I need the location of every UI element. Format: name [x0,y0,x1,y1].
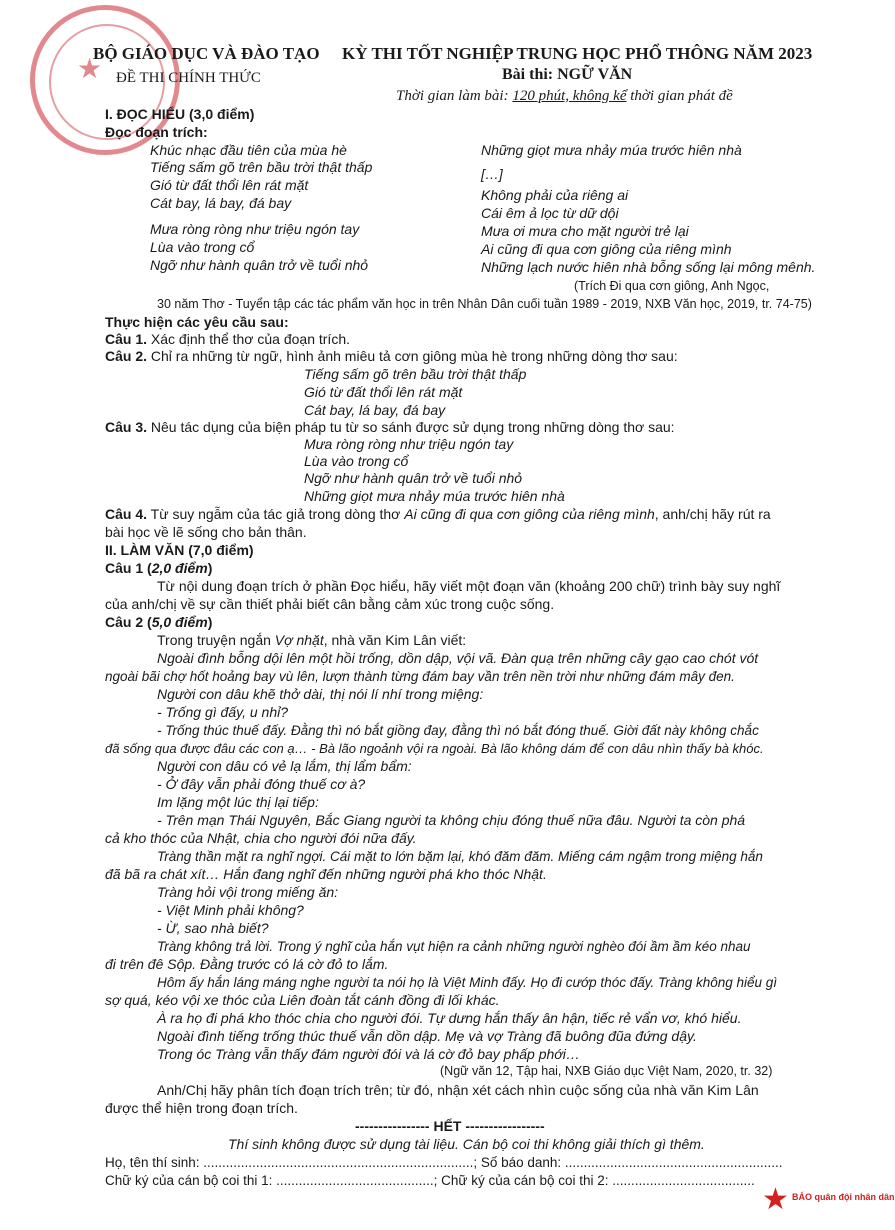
excerpt-line: À ra họ đi phá kho thóc chia cho người đói. Tự dưng hắn thấy ân hận, tiếc rẻ vẩn vơ, khó hiểu. [157,1010,742,1026]
read-label: Đọc đoạn trích: [105,124,208,140]
poem-right-5: Mưa ơi mưa cho mặt người trẻ lại [481,223,689,239]
task-line-2: được thể hiện trong đoạn trích. [105,1100,298,1116]
excerpt-line: - Ừ, sao nhà biết? [157,920,269,936]
q3-line-3: Ngỡ như hành quân trở về tuổi nhỏ [304,470,523,486]
end-mark: ---------------- HẾT ----------------- [355,1118,545,1134]
newspaper-logo [762,1182,895,1222]
c2-label: Câu 2 ( [105,614,152,630]
time-suffix: thời gian phát đề [630,88,733,104]
q2-line-1: Tiếng sấm gõ trên bầu trời thật thấp [304,366,527,382]
footer-note: Thí sinh không được sử dụng tài liệu. Cán bộ coi thi không giải thích gì thêm. [228,1136,705,1152]
excerpt-line: - Trống gì đấy, u nhỉ? [157,704,288,720]
q1-text: Xác định thể thơ của đoạn trích. [150,331,350,347]
c2-intro-a: Trong truyện ngắn [157,632,271,648]
c1-text-1: Từ nội dung đoạn trích ở phần Đọc hiểu, hãy viết một đoạn văn (khoảng 200 chữ) trình bày suy nghĩ [157,578,781,594]
excerpt-line: - Trống thúc thuế đấy. Đằng thì nó bắt giồng đay, đằng thì nó bắt đóng thuế. Giời đất này không chắc [157,723,759,738]
excerpt-source: (Ngữ văn 12, Tập hai, NXB Giáo dục Việt Nam, 2020, tr. 32) [440,1064,773,1078]
poem-left-6: Lùa vào trong cổ [150,239,255,255]
q3-line-2: Lùa vào trong cổ [304,453,409,469]
c1-label: Câu 1 ( [105,560,152,576]
excerpt-line: - Việt Minh phải không? [157,902,304,918]
c2-intro-b: , nhà văn Kim Lân viết: [323,632,467,648]
q3-line-1: Mưa ròng ròng như triệu ngón tay [304,436,514,452]
part1-heading: I. ĐỌC HIỂU (3,0 điểm) [105,106,255,122]
poem-left-2: Tiếng sấm gõ trên bầu trời thật thấp [150,159,373,175]
candidate-name-field: Họ, tên thí sinh: ........................................................................; Số báo danh: .......................................................... [105,1155,783,1170]
excerpt-line: Ngoài đình bỗng dội lên một hồi trống, dồn dập, vội vã. Đàn quạ trên những cây gạo cao chót vót [157,650,759,666]
c1-text-2: của anh/chị về sự cần thiết phải biết cân bằng cảm xúc trong cuộc sống. [105,596,555,612]
source-line-2: 30 năm Thơ - Tuyển tập các tác phẩm văn học in trên Nhân Dân cuối tuần 1989 - 2019, NXB Văn học, 2019, tr. 74-75) [157,297,812,311]
c1-close: ) [207,560,213,576]
exam-title: KỲ THI TỐT NGHIỆP TRUNG HỌC PHỔ THÔNG NĂM 2023 [342,44,813,63]
question-4 [105,506,771,523]
poem-left-7: Ngỡ như hành quân trở về tuổi nhỏ [150,257,369,273]
excerpt-line: Trong óc Tràng vẫn thấy đám người đói và lá cờ đỏ bay phấp phới… [157,1046,580,1062]
q2-line-3: Cát bay, lá bay, đá bay [304,402,446,418]
question-2 [105,348,678,365]
star-icon: ★ [762,1183,789,1216]
excerpt-line: Tràng hỏi vội trong miếng ăn: [157,884,339,900]
q3-label: Câu 3. [105,419,148,435]
task-heading: Thực hiện các yêu cầu sau: [105,314,289,330]
excerpt-line: đã bã ra chát xít… Hắn đang nghĩ đến những người phá kho thóc Nhật. [105,866,547,882]
subject-title: Bài thi: NGỮ VĂN [502,66,633,83]
poem-left-5: Mưa ròng ròng như triệu ngón tay [150,221,360,237]
time-value: 120 phút, không kể [512,88,627,104]
source-line-1: (Trích Đi qua cơn giông, Anh Ngọc, [574,279,770,293]
time-line [396,88,733,105]
official-label: ĐỀ THI CHÍNH THỨC [116,70,261,86]
invigilator-signature-field: Chữ ký của cán bộ coi thi 1: ..........................................; Chữ ký của cán bộ coi thi 2: ...................................... [105,1173,755,1188]
poem-left-3: Gió từ đất thổi lên rát mặt [150,177,309,193]
poem-right-2: […] [481,166,503,182]
excerpt-line: Ngoài đình tiếng trống thúc thuế vẫn dồn dập. Mẹ và vợ Tràng đã buông đũa đứng dậy. [157,1028,697,1044]
q3-text: Nêu tác dụng của biện pháp tu từ so sánh được sử dụng trong những dòng thơ sau: [150,419,675,435]
excerpt-line: Tràng không trả lời. Trong ý nghĩ của hắn vụt hiện ra cảnh những người nghèo đói ầm ầm kéo nhau [157,939,751,954]
poem-left-1: Khúc nhạc đầu tiên của mùa hè [150,142,347,158]
excerpt-line: ngoài bãi chợ hốt hoảng bay vù lên, lượn thành từng đám bay vần trên nền trời như những đám mây đen. [105,669,735,684]
q4-text-a: Từ suy ngẫm của tác giả trong dòng thơ [150,506,401,522]
excerpt-line: cả kho thóc của Nhật, chia cho người đói nữa đấy. [105,830,417,846]
q2-label: Câu 2. [105,348,148,364]
excerpt-line: - Ở đây vẫn phải đóng thuế cơ à? [157,776,366,792]
poem-right-1: Những giọt mưa nhảy múa trước hiên nhà [481,142,742,158]
excerpt-line: Tràng thần mặt ra nghĩ ngợi. Cái mặt to lớn bặm lại, khó đăm đăm. Miếng cám ngậm trong miệng hắn [157,849,763,864]
c2-heading [105,614,212,631]
poem-right-4: Cái êm ả lọc từ dữ dội [481,205,619,221]
ministry-name: BỘ GIÁO DỤC VÀ ĐÀO TẠO [93,44,320,63]
poem-right-6: Ai cũng đi qua cơn giông của riêng mình [481,241,732,257]
q4-text-b: , anh/chị hãy rút ra [654,506,771,522]
question-1 [105,331,350,348]
poem-right-3: Không phải của riêng ai [481,187,629,203]
c2-close: ) [207,614,213,630]
task-line-1: Anh/Chị hãy phân tích đoạn trích trên; từ đó, nhận xét cách nhìn cuộc sống của nhà văn Kim Lân [157,1082,759,1098]
c2-score: 5,0 điểm [151,614,208,630]
c1-heading [105,560,212,577]
excerpt-line: Người con dâu khẽ thở dài, thị nói lí nhí trong miệng: [157,686,484,702]
question-3 [105,419,675,436]
q2-line-2: Gió từ đất thổi lên rát mặt [304,384,463,400]
excerpt-line: sợ quá, kéo vội xe thóc của Liên đoàn tắt cánh đồng đi lối khác. [105,992,500,1008]
q3-line-4: Những giọt mưa nhảy múa trước hiên nhà [304,488,565,504]
excerpt-line: đã sống qua được đâu các con ạ… - Bà lão ngoảnh vội ra ngoài. Bà lão không dám để con dâu nhìn thấy bà khóc. [105,741,764,756]
time-prefix: Thời gian làm bài: [396,88,509,104]
q4-label: Câu 4. [105,506,148,522]
q2-text: Chỉ ra những từ ngữ, hình ảnh miêu tả cơn giông mùa hè trong những dòng thơ sau: [150,348,678,364]
c1-score: 2,0 điểm [151,560,208,576]
excerpt-line: đi trên đê Sộp. Đằng trước có lá cờ đỏ to lắm. [105,956,389,972]
c2-intro-work: Vợ nhặt [274,632,324,648]
poem-right-7: Những lạch nước hiên nhà bỗng sống lại mông mênh. [481,259,816,275]
excerpt-line: Hôm ấy hắn láng máng nghe người ta nói họ là Việt Minh đấy. Họ đi cướp thóc đấy. Tràng không hiểu gì [157,975,778,990]
q4-italic: Ai cũng đi qua cơn giông của riêng mình [404,506,655,522]
c2-intro [157,632,466,649]
q4-text-c: bài học về lẽ sống cho bản thân. [105,524,307,540]
logo-text: BÁO quân đội nhân dân [792,1192,895,1202]
part2-heading: II. LÀM VĂN (7,0 điểm) [105,542,254,558]
excerpt-line: Im lặng một lúc thị lại tiếp: [157,794,319,810]
q1-label: Câu 1. [105,331,148,347]
official-seal: ★ [30,5,180,155]
excerpt-line: - Trên mạn Thái Nguyên, Bắc Giang người ta không chịu đóng thuế nữa đâu. Người ta còn phá [157,812,746,828]
poem-left-4: Cát bay, lá bay, đá bay [150,195,292,211]
excerpt-line: Người con dâu có vẻ lạ lắm, thị lẩm bẩm: [157,758,412,774]
